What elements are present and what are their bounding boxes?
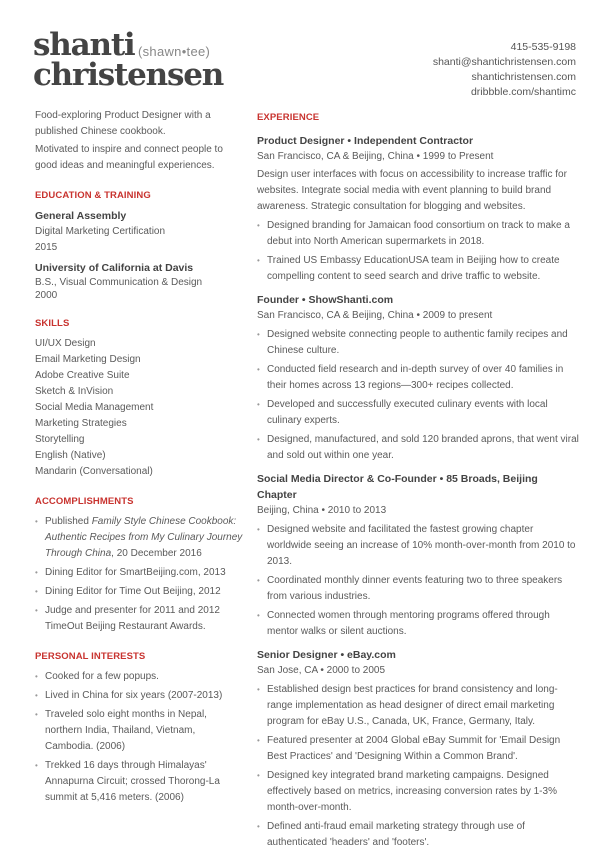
list-item: • Designed, manufactured, and sold 120 branded aprons, that went viral and sold out within one year. bbox=[257, 432, 579, 464]
text: Published bbox=[45, 516, 92, 527]
book-title: Family Style Chinese Cookbook: Authentic Recipes from My Culinary Journey Through China bbox=[45, 516, 243, 559]
job-title: Founder • ShowShanti.com bbox=[257, 294, 394, 306]
dribbble-link[interactable]: dribbble.com/shantimc bbox=[470, 86, 576, 98]
education-heading: EDUCATION & TRAINING bbox=[35, 190, 151, 201]
list-item: • Featured presenter at 2004 Global eBay Summit for 'Email Design Best Practices' and 'Designing Within a Common Brand'. bbox=[257, 733, 579, 765]
edu-year: 2015 bbox=[35, 242, 58, 253]
intro: Food-exploring Product Designer with a published Chinese cookbook. bbox=[35, 110, 211, 137]
list-item: • Developed and successfully executed culinary events with local culinary experts. bbox=[257, 397, 579, 429]
list-item: • Lived in China for six years (2007-2013) bbox=[35, 688, 245, 704]
first-name: shanti bbox=[33, 27, 135, 63]
skill: English (Native) bbox=[35, 450, 106, 461]
list-item: • Dining Editor for Time Out Beijing, 2012 bbox=[35, 584, 245, 600]
list-item: • Established design best practices for brand consistency and long-range implementation as head designer of direct email marketing program for eBay U.S., Canada, UK, France, Germany, Italy. bbox=[257, 682, 579, 730]
list-item: • Designed website connecting people to authentic family recipes and Chinese culture. bbox=[257, 327, 579, 359]
list-item bbox=[35, 514, 245, 562]
list-item: • Cooked for a few popups. bbox=[35, 669, 245, 685]
name-logo bbox=[33, 27, 224, 93]
interests-heading: PERSONAL INTERESTS bbox=[35, 651, 146, 662]
phone: 415-535-9198 bbox=[510, 41, 576, 53]
edu-detail: Digital Marketing Certification bbox=[35, 226, 166, 237]
list-item: • Defined anti-fraud email marketing strategy through use of authenticated 'headers' and 'footers'. bbox=[257, 819, 579, 851]
job-title: Senior Designer • eBay.com bbox=[257, 649, 396, 661]
email-link[interactable]: shanti@shantichristensen.com bbox=[432, 56, 576, 68]
job-meta: San Francisco, CA & Beijing, China • 2009 to present bbox=[257, 310, 493, 321]
list-item: • Coordinated monthly dinner events featuring two to three speakers from various industries. bbox=[257, 573, 579, 605]
skills-heading: SKILLS bbox=[35, 318, 70, 329]
website-link[interactable]: shantichristensen.com bbox=[471, 71, 576, 83]
list-item: • Designed website and facilitated the fastest growing chapter worldwide seeing an increase of 10% month-over-month from 2010 to 2013. bbox=[257, 522, 579, 570]
list-item: • Traveled solo eight months in Nepal, northern India, Thailand, Vietnam, Cambodia. (2006) bbox=[35, 707, 245, 755]
skills-list bbox=[35, 336, 245, 480]
interests-list bbox=[35, 669, 245, 806]
job bbox=[257, 471, 579, 640]
job-meta: Beijing, China • 2010 to 2013 bbox=[257, 505, 387, 516]
skill: Storytelling bbox=[35, 434, 85, 445]
list-item: • Judge and presenter for 2011 and 2012 TimeOut Beijing Restaurant Awards. bbox=[35, 603, 245, 635]
job-desc: Design user interfaces with focus on accessibility to increase traffic for websites. Integrate social media with event planning to build brand awareness. Strategic consultation for blogging and websites. bbox=[257, 169, 567, 212]
job-title: Social Media Director & Co-Founder • 85 Broads, Beijing Chapter bbox=[257, 473, 538, 501]
school: University of California at Davis bbox=[35, 262, 194, 274]
skill: Social Media Management bbox=[35, 402, 154, 413]
left-column bbox=[35, 108, 245, 806]
job-meta: San Francisco, CA & Beijing, China • 1999 to Present bbox=[257, 151, 494, 162]
skill: Marketing Strategies bbox=[35, 418, 127, 429]
edu-detail: B.S., Visual Communication & Design bbox=[35, 277, 203, 288]
job bbox=[257, 647, 579, 851]
intro: Motivated to inspire and connect people to good ideas and meaningful experiences. bbox=[35, 144, 223, 171]
accomplishments-list bbox=[35, 514, 245, 635]
school: General Assembly bbox=[35, 210, 127, 222]
list-item: • Dining Editor for SmartBeijing.com, 2013 bbox=[35, 565, 245, 581]
skill: Mandarin (Conversational) bbox=[35, 466, 153, 477]
skill: Adobe Creative Suite bbox=[35, 370, 130, 381]
skill: UI/UX Design bbox=[35, 338, 96, 349]
contact-info bbox=[433, 40, 576, 100]
experience-column bbox=[257, 110, 579, 851]
job bbox=[257, 133, 579, 285]
edu-year: 2000 bbox=[35, 290, 58, 301]
list-item: • Connected women through mentoring programs offered through mentor walks or silent auctions. bbox=[257, 608, 579, 640]
list-item: • Designed key integrated brand marketing campaigns. Designed effectively based on metrics, increasing conversion rates by 1-3% month-over-month. bbox=[257, 768, 579, 816]
experience-heading: EXPERIENCE bbox=[257, 112, 320, 123]
text: , 20 December 2016 bbox=[111, 548, 202, 559]
list-item: • Trekked 16 days through Himalayas' Annapurna Circuit; crossed Thorong-La summit at 5,416 meters. (2006) bbox=[35, 758, 245, 806]
pronunciation: (shawn•tee) bbox=[138, 44, 211, 59]
list-item: • Designed branding for Jamaican food consortium on track to make a debut into North American supermarkets in 2018. bbox=[257, 218, 579, 250]
list-item: • Conducted field research and in-depth survey of over 40 families in their homes across 13 regions—300+ recipes collected. bbox=[257, 362, 579, 394]
accomplishments-heading: ACCOMPLISHMENTS bbox=[35, 496, 134, 507]
list-item: • Trained US Embassy EducationUSA team in Beijing how to create compelling content to seed search and drive traffic to website. bbox=[257, 253, 579, 285]
skill: Sketch & InVision bbox=[35, 386, 114, 397]
last-name: christensen bbox=[33, 57, 224, 93]
skill: Email Marketing Design bbox=[35, 354, 141, 365]
job-title: Product Designer • Independent Contractor bbox=[257, 135, 474, 147]
job bbox=[257, 292, 579, 464]
job-meta: San Jose, CA • 2000 to 2005 bbox=[257, 665, 386, 676]
